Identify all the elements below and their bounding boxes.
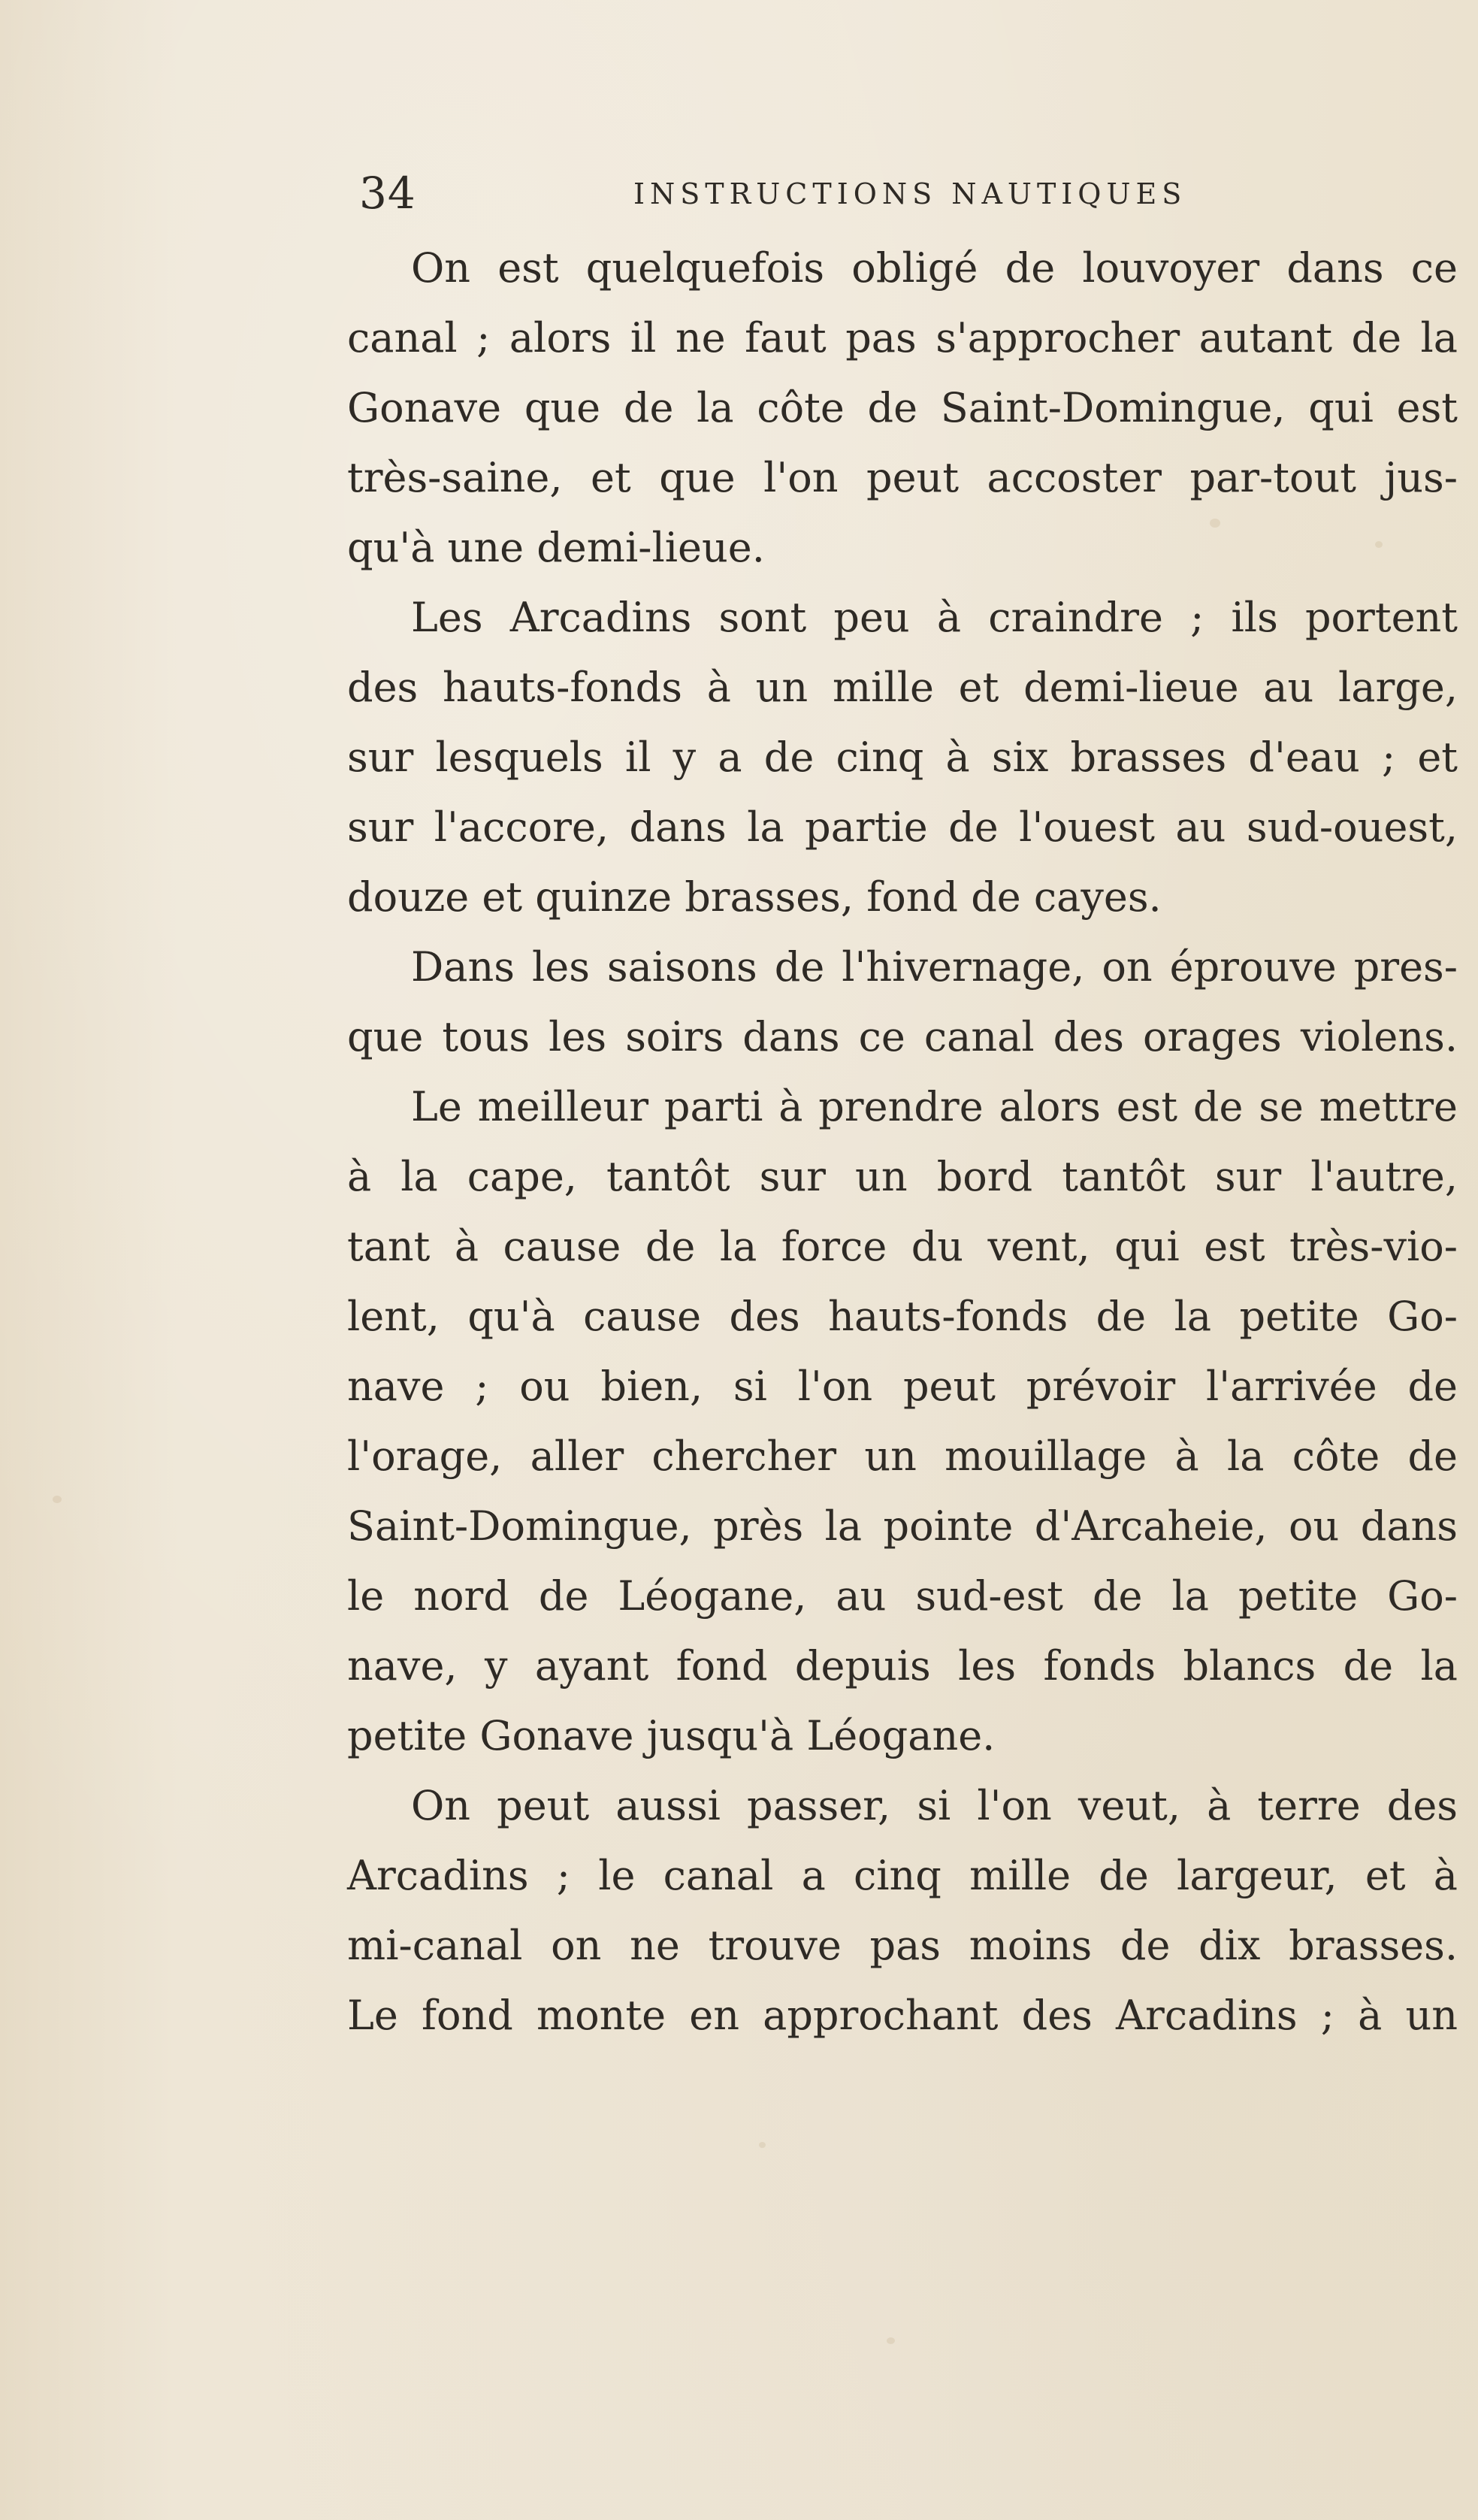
text-line: Dans les saisons de l'hivernage, on éprouve pres-	[411, 943, 1458, 991]
text-line: que tous les soirs dans ce canal des orages violens.	[347, 1013, 1458, 1060]
text-line: Gonave que de la côte de Saint-Domingue, qui est	[347, 384, 1458, 431]
text-line: l'orage, aller chercher un mouillage à la côte de	[347, 1432, 1458, 1480]
paragraph	[347, 582, 1458, 932]
text-line: nave ; ou bien, si l'on peut prévoir l'arrivée de	[347, 1363, 1458, 1410]
text-line: sur lesquels il y a de cinq à six brasses d'eau ; et	[347, 734, 1458, 781]
text-line: Arcadins ; le canal a cinq mille de largeur, et à	[347, 1852, 1458, 1899]
paper-spot	[53, 1496, 62, 1503]
text-line: tant à cause de la force du vent, qui est très-vio-	[347, 1223, 1458, 1270]
text-line: petite Gonave jusqu'à Léogane.	[347, 1712, 996, 1759]
paragraph	[347, 233, 1458, 582]
text-line: mi-canal on ne trouve pas moins de dix brasses.	[347, 1922, 1458, 1969]
text-line: très-saine, et que l'on peut accoster par-tout jus-	[347, 454, 1458, 501]
text-line: On peut aussi passer, si l'on veut, à terre des	[411, 1782, 1458, 1829]
text-line: Le fond monte en approchant des Arcadins ; à un	[347, 1992, 1458, 2039]
running-head: INSTRUCTIONS NAUTIQUES	[633, 177, 1187, 210]
text-line: des hauts-fonds à un mille et demi-lieue au large,	[347, 664, 1458, 711]
paragraph	[347, 1771, 1458, 2050]
paragraph	[347, 932, 1458, 1072]
paragraph	[347, 1072, 1458, 1771]
text-line: sur l'accore, dans la partie de l'ouest au sud-ouest,	[347, 803, 1458, 851]
text-line: lent, qu'à cause des hauts-fonds de la petite Go-	[347, 1293, 1458, 1340]
text-line: canal ; alors il ne faut pas s'approcher autant de la	[347, 314, 1458, 362]
text-line: qu'à une demi-lieue.	[347, 524, 765, 571]
paper-spot	[887, 2337, 895, 2344]
text-line: le nord de Léogane, au sud-est de la petite Go-	[347, 1572, 1458, 1620]
text-line: à la cape, tantôt sur un bord tantôt sur l'autre,	[347, 1153, 1458, 1200]
text-line: nave, y ayant fond depuis les fonds blancs de la	[347, 1642, 1458, 1690]
body-text	[347, 233, 1458, 2050]
page-header	[359, 167, 1471, 219]
page-number: 34	[359, 168, 416, 219]
paper-spot	[759, 2142, 766, 2148]
text-line: On est quelquefois obligé de louvoyer dans ce	[411, 244, 1458, 292]
text-line: douze et quinze brasses, fond de cayes.	[347, 873, 1162, 921]
text-line: Les Arcadins sont peu à craindre ; ils portent	[411, 594, 1458, 641]
text-line: Le meilleur parti à prendre alors est de se mettre	[411, 1083, 1458, 1130]
text-line: Saint-Domingue, près la pointe d'Arcaheie, ou dans	[347, 1502, 1458, 1550]
